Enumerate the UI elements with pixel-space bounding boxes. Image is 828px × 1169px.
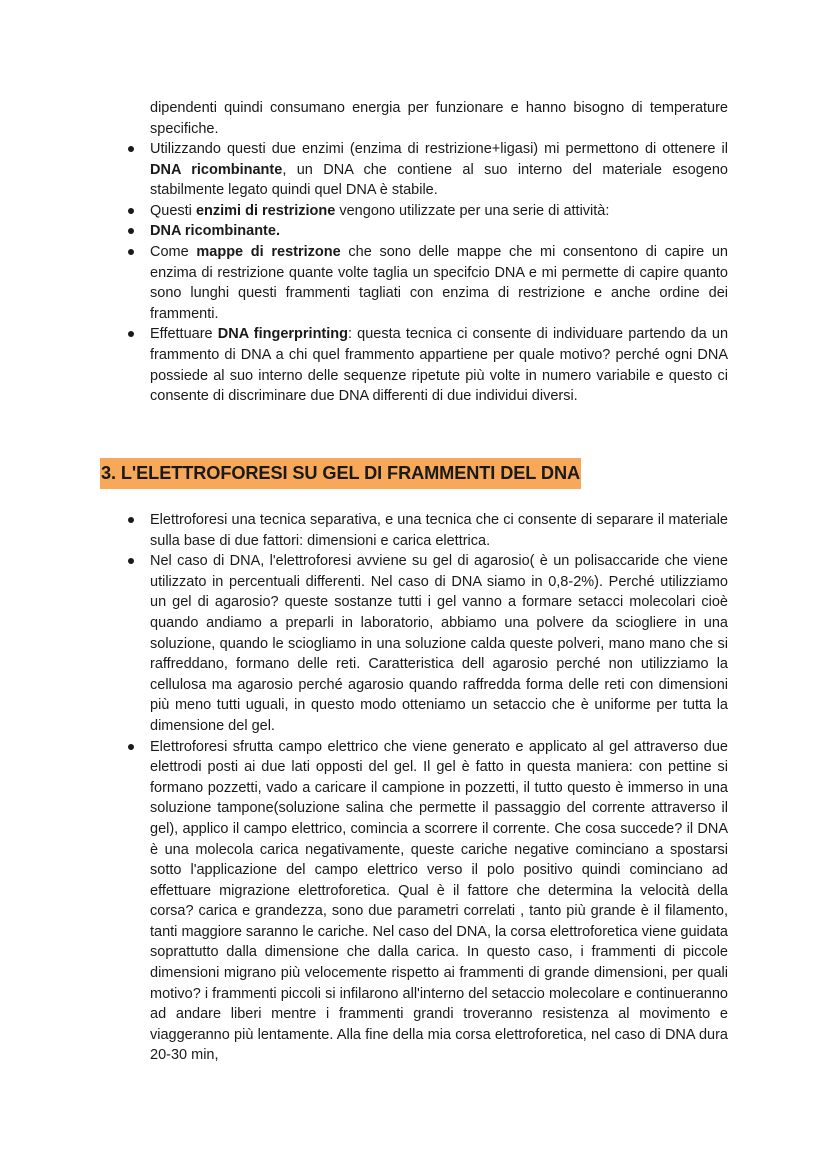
applications-list xyxy=(0,139,728,407)
list-item: Nel caso di DNA, l'elettroforesi avviene su gel di agarosio( è un polisaccaride che viene utilizzato in percentuali differenti. Nel caso di DNA siamo in 0,8-2%). Perché utilizziamo un gel di agarosio? queste sostanze tutti i gel vanno a formare setacci molecolari cioè quando andiamo a preparli in laboratorio, abbiamo una polvere da sciogliere in una soluzione, quando le sciogliamo in una soluzione calda queste polveri, mano mano che si raffreddano, formano delle reti. Caratteristica dell agarosio perché non utilizziamo la cellulosa ma agarosio perché agarosio quando raffredda forma delle reti con dimensioni più meno tutti uguali, in questo modo otteniamo un setaccio che è uniforme per tutta la dimensione del gel. xyxy=(0,551,728,736)
section-heading: 3. L'ELETTROFORESI SU GEL DI FRAMMENTI DEL DNA xyxy=(100,458,581,489)
bullet-icon xyxy=(128,228,134,234)
bullet-icon xyxy=(128,331,134,337)
bullet-icon xyxy=(128,146,134,152)
bullet-icon xyxy=(128,744,134,750)
bullet-icon xyxy=(128,249,134,255)
bullet-icon xyxy=(128,208,134,214)
electrophoresis-list xyxy=(0,510,728,1066)
bullet-icon xyxy=(128,517,134,523)
list-item: Utilizzando questi due enzimi (enzima di restrizione+ligasi) mi permettono di ottenere il DNA ricombinante, un DNA che contiene al suo interno del materiale esogeno stabilmente legato quindi quel DNA è stabile. xyxy=(0,139,728,201)
list-item: Questi enzimi di restrizione vengono utilizzate per una serie di attività: xyxy=(0,201,728,222)
intro-continuation: dipendenti quindi consumano energia per funzionare e hanno bisogno di temperature specifiche. xyxy=(150,100,728,137)
list-item: Elettroforesi una tecnica separativa, e una tecnica che ci consente di separare il materiale sulla base di due fattori: dimensioni e carica elettrica. xyxy=(0,510,728,551)
list-item: Elettroforesi sfrutta campo elettrico che viene generato e applicato al gel attraverso due elettrodi posti ai due lati opposti del gel. Il gel è fatto in questa maniera: con pettine si formano pozzetti, vado a caricare il campione in pozzetti, il tutto questo è immerso in una soluzione tampone(soluzione salina che permette il passaggio del corrente attraverso il gel), applico il campo elettrico, comincia a scorrere il corrente. Che cosa succede? il DNA è una molecola carica negativamente, queste cariche negative cominciano a spostarsi sotto l'applicazione del campo elettrico verso il polo positivo quindi cominciano ad effettuare migrazione elettroforetica. Qual è il fattore che determina la velocità della corsa? carica e grandezza, sono due parametri correlati , tanto più grande è il filamento, tanti maggiore saranno le cariche. Nel caso del DNA, la corsa elettroforetica viene guidata soprattutto dalla dimensione che dalla carica. In questo caso, i frammenti di piccole dimensioni migrano più velocemente rispetto ai frammenti di grande dimensioni, per quali motivo? i frammenti piccoli si infilarono all'interno del setaccio molecolare e continueranno ad andare liberi mentre i frammenti grandi troveranno resistenza al movimento e viaggeranno più lentamente. Alla fine della mia corsa elettroforetica, nel caso di DNA dura 20-30 min, xyxy=(0,737,728,1067)
list-item: DNA ricombinante. xyxy=(0,221,728,242)
bullet-icon xyxy=(128,558,134,564)
list-item: Come mappe di restrizone che sono delle mappe che mi consentono di capire un enzima di restrizione quante volte taglia un specifcio DNA e mi permette di capire quanto sono lunghi questi frammenti tagliati con enzima di restrizione e anche ordine dei frammenti. xyxy=(0,242,728,324)
list-item: Effettuare DNA fingerprinting: questa tecnica ci consente di individuare partendo da un frammento di DNA a chi quel frammento appartiene per quale motivo? perché ogni DNA possiede al suo interno delle sequenze ripetute più volte in numero variabile e questo ci consente di discriminare due DNA differenti di due individui diversi. xyxy=(0,324,728,406)
